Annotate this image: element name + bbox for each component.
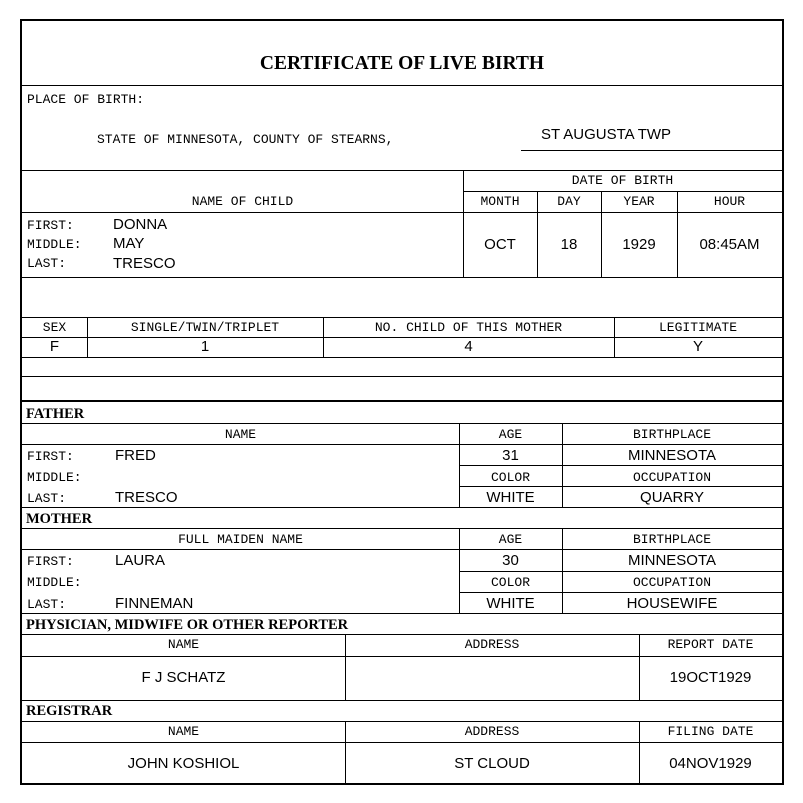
child-middle-label: MIDDLE: — [27, 237, 82, 252]
divider — [22, 376, 782, 377]
filing-date-header: FILING DATE — [667, 724, 754, 739]
father-last-label: LAST: — [27, 491, 67, 506]
place-state-county: STATE OF MINNESOTA, COUNTY OF STEARNS, — [97, 132, 394, 147]
physician-name: F J SCHATZ — [141, 669, 226, 686]
legitimate-value: Y — [692, 338, 703, 355]
birth-hour: 08:45AM — [699, 236, 760, 253]
father-age-header: AGE — [498, 427, 523, 442]
divider — [459, 486, 782, 487]
date-of-birth-header: DATE OF BIRTH — [571, 173, 674, 188]
divider — [22, 337, 782, 338]
registrar-section-title: REGISTRAR — [26, 703, 113, 719]
sex-value: F — [49, 338, 60, 355]
child-number-value: 4 — [464, 338, 473, 355]
plurality-header: SINGLE/TWIN/TRIPLET — [130, 320, 280, 335]
month-header: MONTH — [480, 194, 520, 209]
divider — [22, 634, 782, 635]
divider — [677, 191, 678, 277]
report-date: 19OCT1929 — [669, 669, 752, 686]
divider — [22, 423, 782, 424]
registrar-name-header: NAME — [167, 724, 200, 739]
divider — [22, 656, 782, 657]
divider — [639, 721, 640, 783]
mother-occupation-header: OCCUPATION — [632, 575, 711, 590]
mother-name-header: FULL MAIDEN NAME — [178, 532, 303, 547]
father-birthplace-header: BIRTHPLACE — [632, 427, 711, 442]
divider — [639, 634, 640, 700]
child-first-name: DONNA — [113, 216, 168, 233]
legitimate-header: LEGITIMATE — [658, 320, 737, 335]
mother-section-title: MOTHER — [26, 511, 93, 527]
physician-name-header: NAME — [167, 637, 200, 652]
report-date-header: REPORT DATE — [667, 637, 754, 652]
registrar-name: JOHN KOSHIOL — [127, 755, 240, 772]
child-last-label: LAST: — [27, 256, 67, 271]
filing-date: 04NOV1929 — [669, 755, 752, 772]
father-age: 31 — [502, 447, 519, 464]
registrar-address: ST CLOUD — [454, 755, 530, 772]
divider — [345, 634, 346, 700]
divider — [562, 423, 563, 507]
child-last-name: TRESCO — [113, 255, 176, 272]
divider — [459, 423, 460, 507]
divider — [22, 444, 782, 445]
child-first-label: FIRST: — [27, 218, 74, 233]
father-name-header: NAME — [224, 427, 257, 442]
birth-month: OCT — [484, 236, 516, 253]
place-of-birth-label: PLACE OF BIRTH: — [27, 92, 145, 107]
divider — [87, 317, 88, 357]
divider — [323, 317, 324, 357]
section-divider — [22, 400, 782, 402]
day-header: DAY — [557, 194, 581, 209]
father-last-name: TRESCO — [115, 489, 178, 506]
divider — [463, 191, 782, 192]
child-middle-name: MAY — [113, 235, 145, 252]
divider — [22, 507, 782, 508]
plurality-value: 1 — [200, 338, 210, 355]
divider — [601, 191, 602, 277]
township-underline — [521, 150, 782, 151]
mother-age: 30 — [502, 552, 519, 569]
divider — [22, 528, 782, 529]
birth-day: 18 — [560, 236, 578, 253]
father-occupation: QUARRY — [640, 489, 704, 506]
divider — [345, 721, 346, 783]
divider — [22, 357, 782, 358]
child-name-header: NAME OF CHILD — [191, 194, 294, 209]
divider — [22, 700, 782, 701]
birth-year: 1929 — [622, 236, 656, 253]
physician-section-title: PHYSICIAN, MIDWIFE OR OTHER REPORTER — [26, 617, 349, 633]
divider — [459, 528, 460, 613]
hour-header: HOUR — [713, 194, 746, 209]
physician-address-header: ADDRESS — [464, 637, 520, 652]
divider — [22, 277, 782, 278]
divider — [22, 721, 782, 722]
place-township: ST AUGUSTA TWP — [541, 126, 672, 143]
father-color-header: COLOR — [490, 470, 530, 485]
year-header: YEAR — [623, 194, 655, 209]
divider — [22, 85, 782, 86]
father-section-title: FATHER — [26, 406, 85, 422]
divider — [22, 317, 782, 318]
child-number-header: NO. CHILD OF THIS MOTHER — [374, 320, 563, 335]
divider — [463, 170, 464, 277]
divider — [22, 613, 782, 614]
mother-last-label: LAST: — [27, 597, 67, 612]
mother-color-header: COLOR — [490, 575, 530, 590]
mother-age-header: AGE — [498, 532, 523, 547]
father-occupation-header: OCCUPATION — [632, 470, 711, 485]
divider — [614, 317, 615, 357]
father-birthplace: MINNESOTA — [627, 447, 717, 464]
mother-first-name: LAURA — [115, 552, 166, 569]
father-first-name: FRED — [115, 447, 156, 464]
father-middle-label: MIDDLE: — [27, 470, 82, 485]
divider — [537, 191, 538, 277]
father-first-label: FIRST: — [27, 449, 74, 464]
divider — [22, 170, 782, 171]
registrar-address-header: ADDRESS — [464, 724, 520, 739]
mother-first-label: FIRST: — [27, 554, 74, 569]
divider — [22, 549, 782, 550]
divider — [459, 571, 782, 572]
divider — [562, 528, 563, 613]
certificate-title: CERTIFICATE OF LIVE BIRTH — [259, 53, 545, 74]
divider — [22, 212, 782, 213]
mother-birthplace-header: BIRTHPLACE — [632, 532, 711, 547]
mother-middle-label: MIDDLE: — [27, 575, 82, 590]
mother-color: WHITE — [486, 595, 535, 612]
mother-last-name: FINNEMAN — [115, 595, 194, 612]
divider — [22, 742, 782, 743]
father-color: WHITE — [486, 489, 535, 506]
divider — [459, 592, 782, 593]
mother-birthplace: MINNESOTA — [627, 552, 717, 569]
divider — [459, 465, 782, 466]
mother-occupation: HOUSEWIFE — [626, 595, 718, 612]
birth-certificate — [20, 19, 784, 785]
sex-header: SEX — [42, 320, 67, 335]
